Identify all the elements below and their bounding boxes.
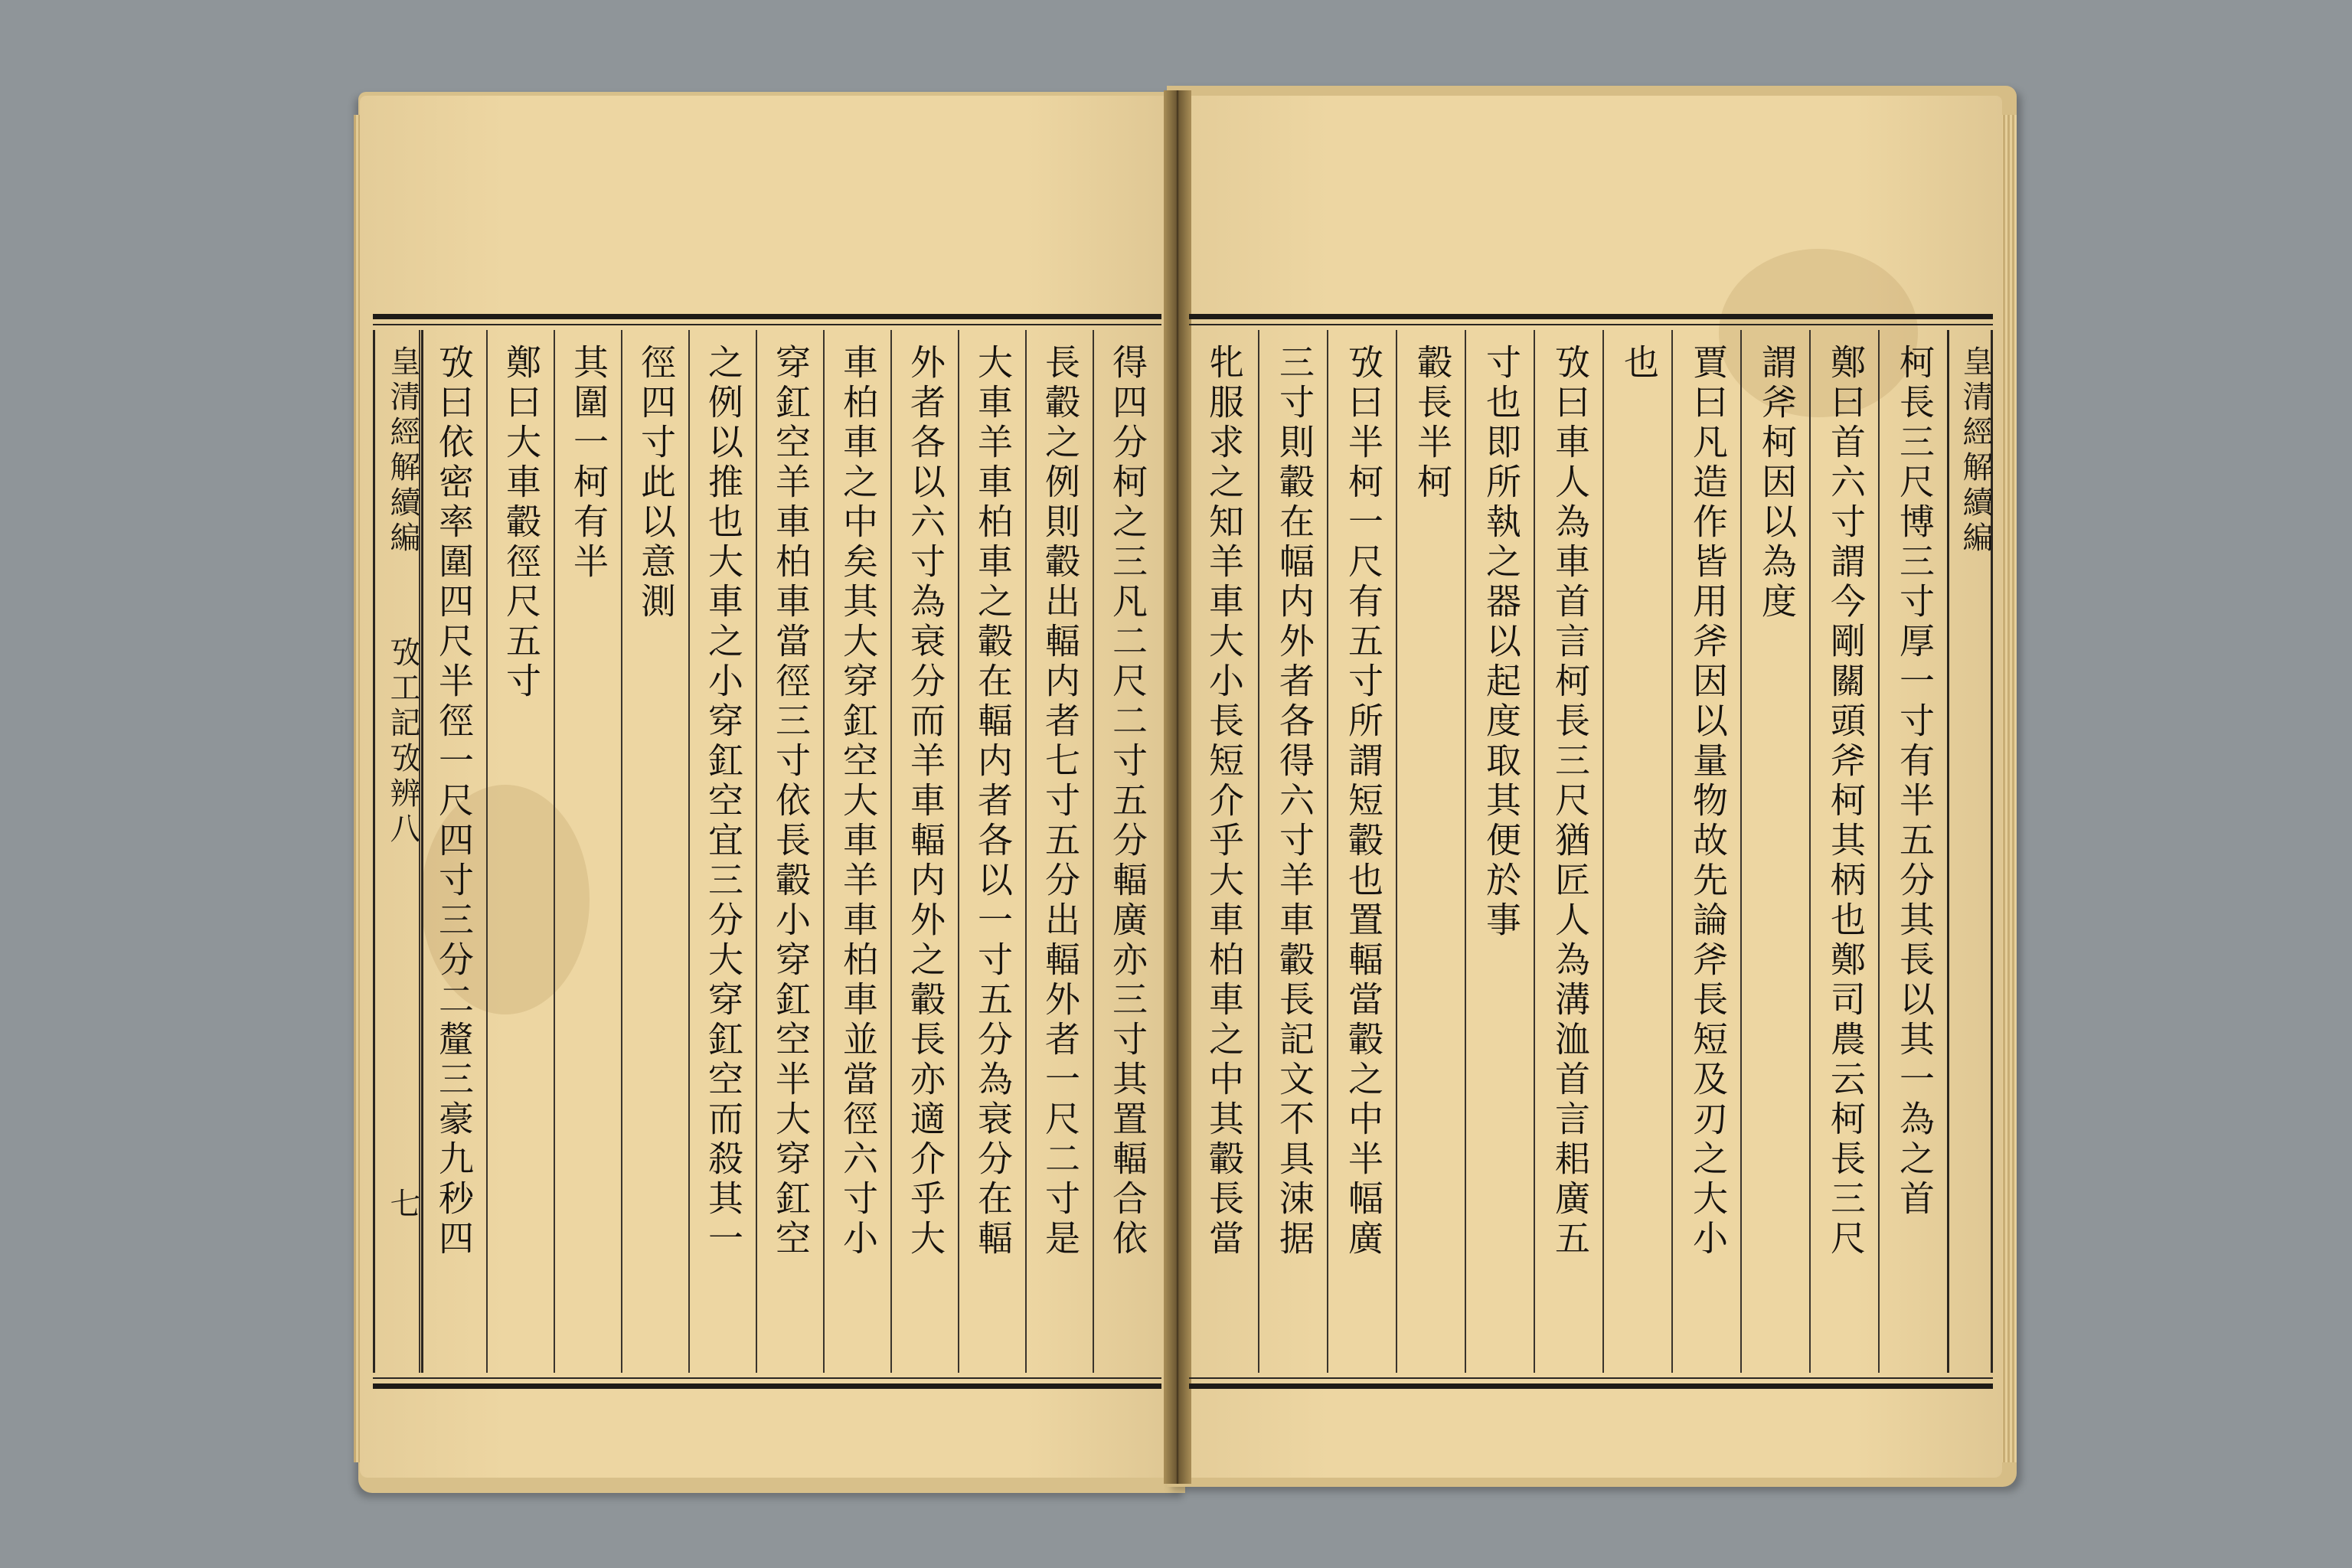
text-column xyxy=(1671,330,1742,1373)
text-column xyxy=(1602,330,1673,1373)
text-line: 柯長三尺博三寸厚一寸有半五分其長以其一為之首 xyxy=(1894,344,1936,1220)
right-margin-column xyxy=(1947,330,1993,1373)
text-column xyxy=(1093,330,1161,1373)
text-column xyxy=(621,330,690,1373)
text-column xyxy=(823,330,892,1373)
text-line: 穿釭空羊車柏車當徑三寸依長轂小穿釭空半大穿釭空 xyxy=(770,344,812,1259)
text-line: 徑四寸此以意測 xyxy=(635,344,677,622)
text-line: 牝服求之知羊車大小長短介乎大車柏車之中其轂長當 xyxy=(1204,344,1245,1259)
margin-book-title: 皇清經解續編 xyxy=(385,345,420,557)
text-line: 大車羊車柏車之轂在輻内者各以一寸五分為衰分在輻 xyxy=(972,344,1014,1259)
text-column xyxy=(554,330,622,1373)
frame-rule xyxy=(1189,1377,1993,1379)
text-column xyxy=(486,330,555,1373)
text-line: 車柏車之中矣其大穿釭空大車羊車柏車並當徑六寸小 xyxy=(838,344,879,1259)
frame-rule xyxy=(1189,324,1993,325)
text-line: 長轂之例則轂出輻内者七寸五分出輻外者一尺二寸是 xyxy=(1040,344,1081,1259)
frame-rule xyxy=(373,1377,1161,1379)
text-column xyxy=(419,330,488,1373)
text-line: 寸也即所執之器以起度取其便於事 xyxy=(1481,344,1522,941)
text-line: 賈曰凡造作皆用斧因以量物故先論斧長短及刃之大小 xyxy=(1687,344,1729,1259)
text-column xyxy=(756,330,825,1373)
text-column xyxy=(1809,330,1880,1373)
text-line: 之例以推也大車之小穿釭空宜三分大穿釭空而殺其一 xyxy=(703,344,744,1259)
text-column xyxy=(1258,330,1328,1373)
text-column xyxy=(688,330,757,1373)
text-line: 鄭曰首六寸謂今剛關頭斧柯其柄也鄭司農云柯長三尺 xyxy=(1825,344,1867,1259)
text-column xyxy=(958,330,1027,1373)
margin-section-title: 攷工記攷辨八 xyxy=(385,636,420,848)
text-column xyxy=(1878,330,1949,1373)
text-column xyxy=(1025,330,1094,1373)
margin-page-number: 七 xyxy=(385,1187,420,1223)
text-column xyxy=(1465,330,1535,1373)
text-line: 鄭曰大車轂徑尺五寸 xyxy=(501,344,542,702)
text-line: 謂斧柯因以為度 xyxy=(1756,344,1798,622)
text-column xyxy=(890,330,959,1373)
margin-book-title: 皇清經解續編 xyxy=(1958,345,1993,557)
right-text-frame xyxy=(1189,314,1993,1389)
text-column xyxy=(1189,330,1258,1373)
text-line: 轂長半柯 xyxy=(1412,344,1453,503)
left-margin-column xyxy=(373,330,423,1373)
text-line: 攷曰依密率圍四尺半徑一尺四寸三分二釐三豪九秒四 xyxy=(433,344,475,1259)
text-line: 攷曰車人為車首言柯長三尺猶匠人為溝洫首言耜廣五 xyxy=(1550,344,1591,1259)
book-gutter xyxy=(1164,90,1191,1484)
text-line: 其圍一柯有半 xyxy=(568,344,609,583)
text-column xyxy=(1534,330,1604,1373)
text-line: 攷曰半柯一尺有五寸所謂短轂也置輻當轂之中半幅廣 xyxy=(1343,344,1384,1259)
text-line: 三寸則轂在幅内外者各得六寸羊車轂長記文不具涑据 xyxy=(1274,344,1315,1259)
text-column xyxy=(1740,330,1811,1373)
text-line: 外者各以六寸為衰分而羊車輻内外之轂長亦適介乎大 xyxy=(905,344,946,1259)
text-line: 也 xyxy=(1619,344,1660,384)
text-line: 得四分柯之三凡二尺二寸五分輻廣亦三寸其置輻合依 xyxy=(1107,344,1148,1259)
text-column xyxy=(1396,330,1466,1373)
text-column xyxy=(1327,330,1397,1373)
frame-rule xyxy=(373,324,1161,325)
left-text-frame xyxy=(373,314,1161,1389)
